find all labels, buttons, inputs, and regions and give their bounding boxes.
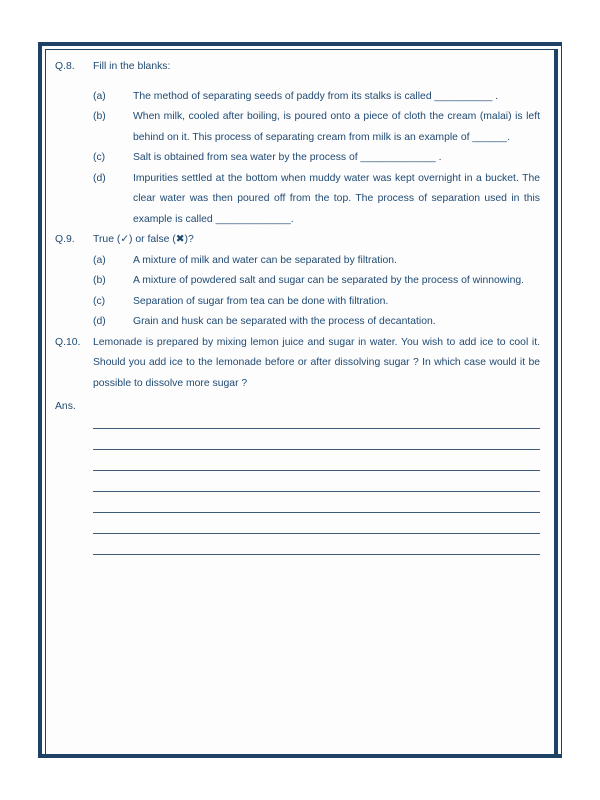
question-q8-item-d (55, 169, 540, 231)
item-text: Grain and husk can be separated with the process of decantation. (133, 316, 436, 327)
answer-lines[interactable] (93, 397, 540, 555)
worksheet-content (46, 50, 554, 555)
item-label: (a) (93, 254, 106, 266)
item-text: A mixture of milk and water can be separated by filtration. (133, 254, 397, 266)
question-q8 (55, 57, 540, 78)
answer-label: Ans. (55, 401, 76, 412)
item-text: A mixture of powdered salt and sugar can be separated by the process of winnowing. (133, 275, 525, 286)
question-q10-label: Q.10. (55, 336, 81, 348)
answer-line[interactable] (93, 450, 540, 471)
question-q10 (55, 333, 540, 395)
item-text: The method of separating seeds of paddy from its stalks is called __________ . (133, 90, 499, 102)
answer-line[interactable] (93, 429, 540, 450)
question-q9-item-c (55, 292, 540, 313)
answer-line[interactable] (93, 534, 540, 555)
item-label: (b) (93, 275, 106, 286)
worksheet-page-border (38, 42, 562, 758)
item-label: (d) (93, 316, 106, 327)
question-q8-item-a (55, 87, 540, 108)
question-q8-item-c (55, 148, 540, 169)
item-label: (a) (93, 90, 106, 102)
item-text: Salt is obtained from sea water by the process of _____________ . (133, 152, 442, 163)
answer-block (55, 397, 540, 555)
question-q9-item-b (55, 271, 540, 292)
question-q9-item-d (55, 312, 540, 333)
answer-line[interactable] (93, 408, 540, 429)
question-q8-item-b (55, 107, 540, 148)
answer-line[interactable] (93, 492, 540, 513)
worksheet-page-inner-border (45, 49, 558, 754)
item-label: (d) (93, 172, 106, 184)
item-label: (c) (93, 152, 106, 163)
item-label: (c) (93, 295, 106, 307)
question-q10-prompt: Lemonade is prepared by mixing lemon juice and sugar in water. You wish to add ice to cool it. Should you add ice to the lemonade before or after dissolving sugar ? In which case would it be possible to dissolve more sugar ? (93, 336, 540, 389)
question-q8-label: Q.8. (55, 61, 75, 72)
item-text: When milk, cooled after boiling, is poured onto a piece of cloth the cream (malai) is left behind on it. This process of separating cream from milk is an example of ______. (133, 111, 540, 143)
answer-line[interactable] (93, 471, 540, 492)
question-q9-prompt: True (✓) or false (✖)? (93, 234, 194, 245)
question-q9-item-a (55, 251, 540, 272)
item-label: (b) (93, 111, 106, 122)
question-q9-label: Q.9. (55, 234, 75, 245)
item-text: Separation of sugar from tea can be done with filtration. (133, 295, 389, 307)
question-q8-prompt: Fill in the blanks: (93, 61, 171, 72)
answer-line[interactable] (93, 513, 540, 534)
question-q9 (55, 230, 540, 251)
item-text: Impurities settled at the bottom when muddy water was kept overnight in a bucket. The clear water was then poured off from the top. The process of separation used in this example is called _____________. (133, 172, 540, 225)
